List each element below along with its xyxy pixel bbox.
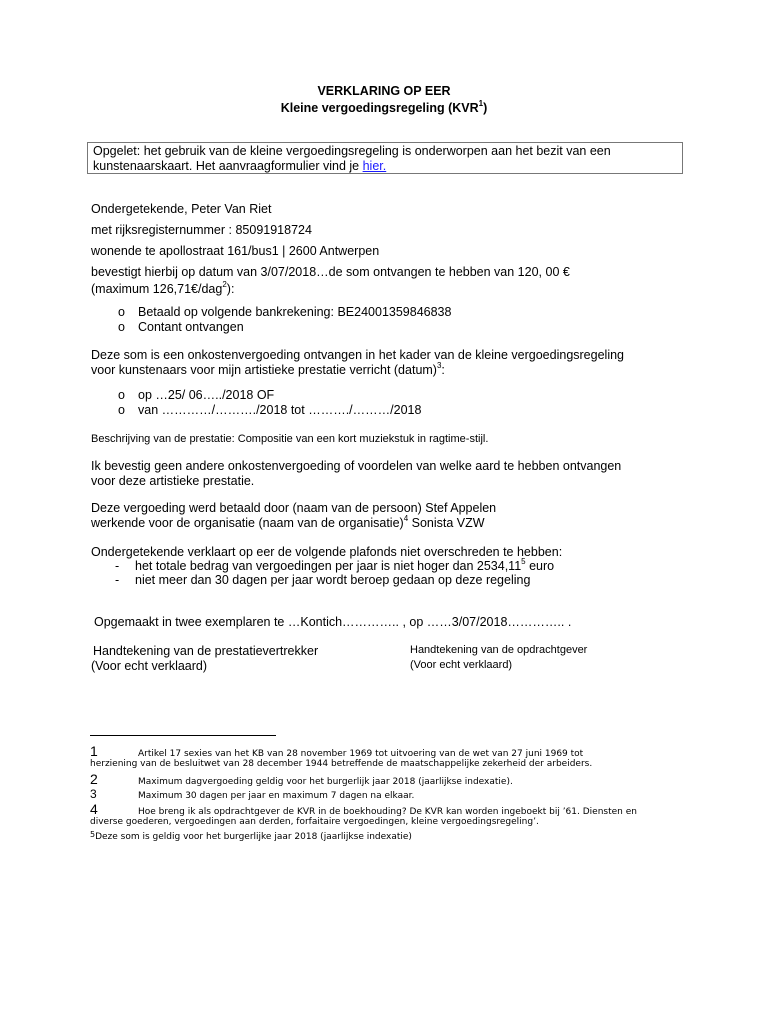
compensation-line-2 (91, 363, 445, 377)
signature-left-label: Handtekening van de prestatievertrekker (93, 644, 319, 658)
footnote-text: Maximum dagvergoeding geldig voor het burgerlijk jaar 2018 (jaarlijkse indexatie). (138, 777, 513, 787)
footnote-ref-5: 5 (521, 557, 526, 566)
date-option-single (118, 388, 274, 402)
plafond-text: niet meer dan 30 dagen per jaar wordt beroep gedaan op deze regeling (135, 573, 531, 587)
undersigned-line: Ondergetekende, Peter Van Riet (91, 202, 272, 216)
footnote-separator (90, 735, 276, 736)
footnote-ref-3: 3 (436, 361, 442, 370)
address-line: wonende te apollostraat 161/bus1 | 2600 Antwerpen (91, 244, 380, 258)
signature-right-label: Handtekening van de opdrachtgever (410, 644, 588, 656)
organisation-name: Sonista VZW (408, 516, 485, 530)
signature-left-note: (Voor echt verklaard) (91, 659, 208, 673)
document-title: VERKLARING OP EER (317, 84, 451, 98)
footnote-number: 5 (90, 830, 96, 839)
plafonds-intro: Ondergetekende verklaart op eer de volgende plafonds niet overschreden te hebben: (91, 545, 563, 559)
plafond-item-2 (115, 573, 530, 587)
maximum-text: (maximum 126,71€/dag (91, 282, 223, 296)
bullet-dash-icon: - (115, 573, 120, 587)
footnote-number: 2 (90, 771, 98, 787)
footnote-4-cont: diverse goederen, vergoedingen aan derden, forfaitaire vergoedingen, kleine vergoedingsregeling’. (90, 817, 539, 827)
footnote-3 (90, 787, 414, 801)
footnote-number: 4 (90, 801, 98, 817)
footnote-ref-4: 4 (403, 514, 409, 523)
footnote-text: Hoe breng ik als opdrachtgever de KVR in de boekhouding? De KVR kan worden ingeboekt bij ’61. Diensten en (138, 807, 637, 817)
bullet-circle-icon: o (118, 403, 125, 417)
date-option-label: op …25/ 06…../2018 OF (138, 388, 275, 402)
plafond-unit: euro (525, 559, 555, 573)
notice-text: Opgelet: het gebruik van de kleine vergoedingsregeling is onderworpen aan het bezit van een kunstenaarskaart. Het aanvraagformulier vind je (93, 144, 611, 173)
payment-option-cash (118, 320, 244, 334)
payment-option-label: Contant ontvangen (138, 320, 244, 334)
footnote-number: 3 (90, 787, 97, 801)
organisation-prefix: werkende voor de organisatie (naam van de organisatie) (91, 516, 404, 530)
footnote-text: Maximum 30 dagen per jaar en maximum 7 dagen na elkaar. (138, 791, 415, 801)
maximum-end: ): (226, 282, 235, 296)
compensation-end: : (441, 363, 445, 377)
footnote-5 (90, 832, 412, 842)
footnote-2 (90, 771, 513, 787)
no-other-line-1: Ik bevestig geen andere onkostenvergoeding of voordelen van welke aard te hebben ontvangen (91, 459, 622, 473)
register-number-line: met rijksregisternummer : 85091918724 (91, 223, 312, 237)
organisation-line (91, 516, 485, 530)
footnote-ref-1: 1 (478, 99, 484, 108)
bullet-circle-icon: o (118, 388, 125, 402)
bullet-dash-icon: - (115, 559, 120, 573)
paid-by-line: Deze vergoeding werd betaald door (naam van de persoon) Stef Appelen (91, 501, 497, 515)
payment-option-label: Betaald op volgende bankrekening: BE24001359846838 (138, 305, 452, 319)
confirms-line: bevestigt hierbij op datum van 3/07/2018…de som ontvangen te hebben van 120, 00 € (91, 265, 570, 279)
plafond-item-1 (115, 559, 554, 573)
subtitle-text: Kleine vergoedingsregeling (KVR (280, 101, 479, 115)
application-form-link[interactable]: hier. (362, 159, 387, 173)
bullet-circle-icon: o (118, 320, 125, 334)
notice-box (87, 142, 683, 174)
maximum-line (91, 282, 234, 296)
compensation-line-1: Deze som is een onkostenvergoeding ontvangen in het kader van de kleine vergoedingsregeling (91, 348, 624, 362)
payment-option-bank (118, 305, 451, 319)
footnote-4 (90, 801, 637, 817)
bullet-circle-icon: o (118, 305, 125, 319)
signature-right-note: (Voor echt verklaard) (410, 659, 513, 671)
footnote-ref-2: 2 (222, 280, 227, 289)
date-option-range (118, 403, 421, 417)
plafond-text: het totale bedrag van vergoedingen per jaar is niet hoger dan 2534,11 (135, 559, 522, 573)
footnote-1 (90, 743, 583, 759)
footnote-number: 1 (90, 743, 98, 759)
date-option-label: van …………/………./2018 tot ………./………/2018 (138, 403, 422, 417)
footnote-text: Artikel 17 sexies van het KB van 28 november 1969 tot uitvoering van de wet van 27 juni 1969 tot (138, 749, 584, 759)
footnote-text: Deze som is geldig voor het burgerlijke jaar 2018 (jaarlijkse indexatie) (95, 832, 412, 842)
no-other-line-2: voor deze artistieke prestatie. (91, 474, 255, 488)
compensation-text: voor kunstenaars voor mijn artistieke prestatie verricht (datum) (91, 363, 437, 377)
made-in-line: Opgemaakt in twee exemplaren te …Kontich………….. , op ……3/07/2018………….. . (94, 615, 572, 629)
subtitle-end: ) (483, 101, 488, 115)
footnote-1-cont: herziening van de besluitwet van 28 december 1944 betreffende de maatschappelijke zekerheid der arbeiders. (90, 759, 593, 769)
performance-description: Beschrijving van de prestatie: Compositie van een kort muziekstuk in ragtime-stijl. (91, 433, 489, 445)
document-subtitle (0, 101, 768, 115)
